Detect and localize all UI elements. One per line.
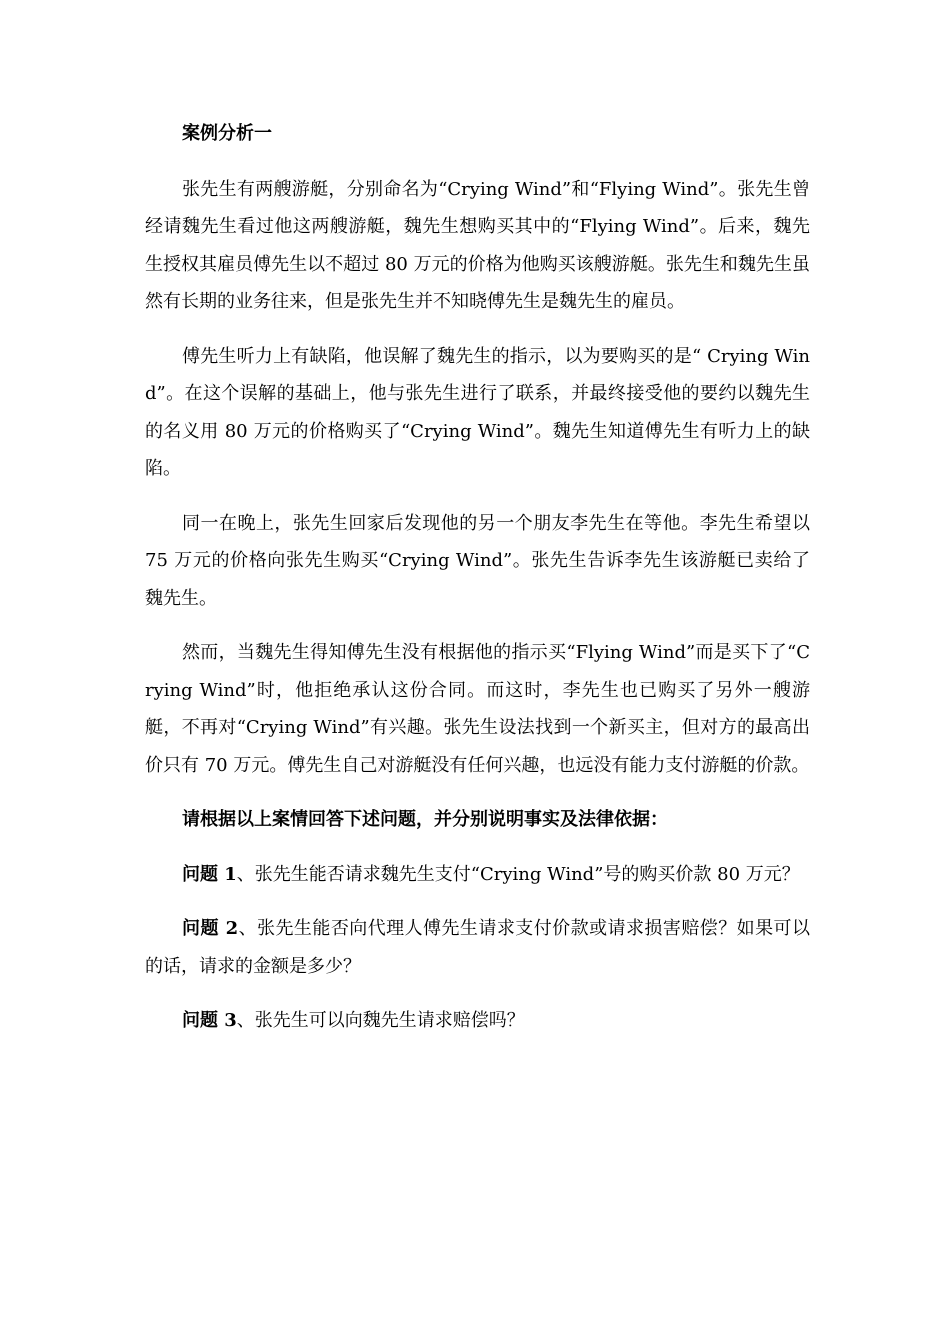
question-1 (145, 856, 810, 894)
question-1-label: 问题 1 (182, 863, 237, 885)
document-body (145, 115, 810, 1040)
case-paragraph-3: 同一在晚上，张先生回家后发现他的另一个朋友李先生在等他。李先生希望以 75 万元的价格向张先生购买“Crying Wind”。张先生告诉李先生该游艇已卖给了魏先生。 (145, 512, 810, 609)
case-title: 案例分析一 (182, 123, 272, 144)
question-3-text: 、张先生可以向魏先生请求赔偿吗？ (236, 1010, 525, 1031)
case-paragraph-1: 张先生有两艘游艇，分别命名为“Crying Wind”和“Flying Wind”。张先生曾经请魏先生看过他这两艘游艇，魏先生想购买其中的“Flying Wind”。后来，魏先生授权其雇员傅先生以不超过 80 万元的价格为他购买该艘游艇。张先生和魏先生虽然有长期的业务往来，但是张先生并不知晓傅先生是魏先生的雇员。 (145, 178, 810, 312)
question-2-text: 、张先生能否向代理人傅先生请求支付价款或请求损害赔偿？如果可以的话，请求的金额是多少？ (145, 918, 810, 977)
question-2 (145, 910, 810, 985)
question-2-label: 问题 2 (182, 918, 239, 939)
question-3-label: 问题 3 (182, 1010, 237, 1031)
question-1-text: 、张先生能否请求魏先生支付“Crying Wind”号的购买价款 80 万元？ (236, 863, 800, 885)
case-paragraph-4: 然而，当魏先生得知傅先生没有根据他的指示买“Flying Wind”而是买下了“Crying Wind”时，他拒绝承认这份合同。而这时，李先生也已购买了另外一艘游艇，不再对“Crying Wind”有兴趣。张先生设法找到一个新买主，但对方的最高出价只有 70 万元。傅先生自己对游艇没有任何兴趣，也远没有能力支付游艇的价款。 (145, 642, 810, 776)
case-paragraph-2: 傅先生听力上有缺陷，他误解了魏先生的指示，以为要购买的是“ Crying Wind”。在这个误解的基础上，他与张先生进行了联系，并最终接受他的要约以魏先生的名义用 80 万元的价格购买了“Crying Wind”。魏先生知道傅先生有听力上的缺陷。 (145, 345, 810, 479)
question-3 (145, 1002, 810, 1040)
question-instruction: 请根据以上案情回答下述问题，并分别说明事实及法律依据： (182, 809, 668, 830)
